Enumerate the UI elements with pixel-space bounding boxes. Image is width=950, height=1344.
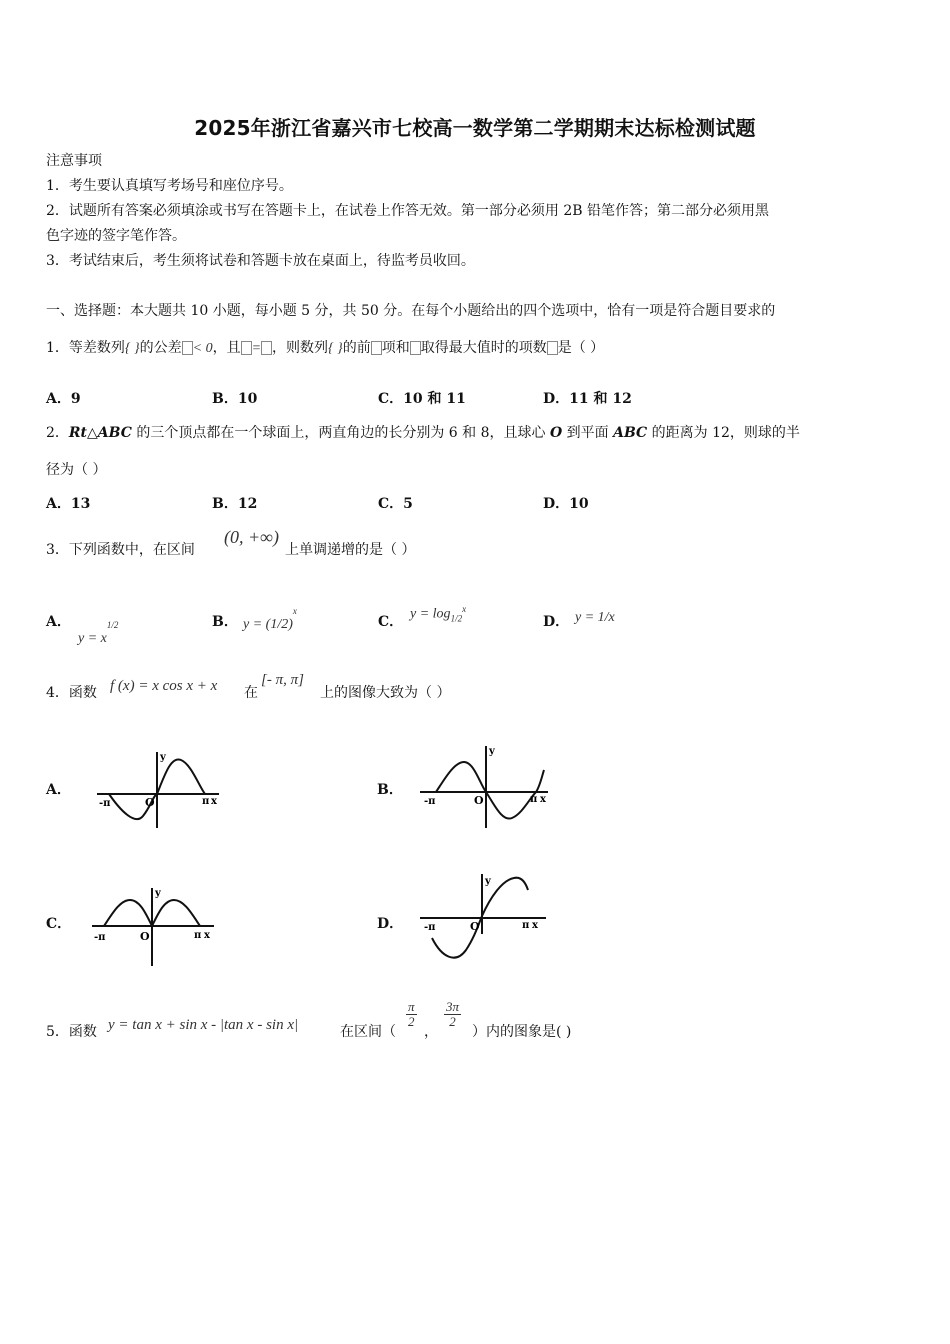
q4-graph-a <box>95 748 225 830</box>
q2-option-c: C．5 <box>378 496 413 512</box>
origin-label: O <box>145 796 155 809</box>
y-label: y <box>485 876 491 887</box>
q5-b-den: 2 <box>449 1014 456 1029</box>
q4-stem-1: 4．函数 <box>46 685 97 701</box>
q4-function: f (x) = x cos x + x <box>110 678 218 694</box>
q4-stem-3: 上的图像大致为（ ） <box>320 685 451 701</box>
q2-part: 的距离为 12，则球的半 <box>647 425 800 441</box>
q1-equal: = <box>251 341 262 356</box>
placeholder-box <box>547 341 558 355</box>
q3-c-arg: x <box>462 604 467 614</box>
x-label: x <box>540 794 546 805</box>
q5-b-num: 3π <box>446 999 460 1014</box>
q1-part: 项和 <box>381 340 410 356</box>
q1-option-d: D．11 和 12 <box>543 391 632 407</box>
q3-label-b: B． <box>212 614 238 630</box>
q2-center: O <box>549 425 563 441</box>
x-label: x <box>211 796 217 807</box>
notice-item-3: 3．考试结束后，考生须将试卷和答题卡放在桌面上，待监考员收回。 <box>46 253 475 269</box>
origin-label: O <box>470 920 480 933</box>
q4-graph-c <box>90 884 220 968</box>
notice-heading: 注意事项 <box>46 153 102 169</box>
q1-option-c: C．10 和 11 <box>378 391 466 407</box>
curve <box>436 762 544 819</box>
q3-interval: (0, +∞) <box>224 527 279 547</box>
q4-graph-b <box>418 742 553 830</box>
q3-option-b <box>243 606 297 633</box>
x-label: x <box>532 920 538 931</box>
y-label: y <box>160 752 166 763</box>
pi-label: π <box>202 796 210 807</box>
notice-item-2b: 色字迹的签字笔作答。 <box>46 228 186 244</box>
pi-label: π <box>530 794 538 805</box>
q3-option-c <box>410 604 466 623</box>
q3-b-exp: x <box>292 606 297 616</box>
q5-a-den: 2 <box>408 1014 415 1029</box>
q3-a-exp: 1/2 <box>106 620 119 630</box>
q3-c-log: y = log <box>410 606 451 622</box>
q3-b-base: y = (1/2) <box>243 617 293 632</box>
origin-label: O <box>474 794 484 807</box>
q1-part: ，则数列 <box>272 340 329 356</box>
q4-graph-d <box>418 868 553 968</box>
neg-pi-label: -π <box>424 922 436 933</box>
neg-pi-label: -π <box>424 796 436 807</box>
q3-label-c: C． <box>378 614 404 630</box>
question-2-line-2: 径为（ ） <box>46 462 107 478</box>
notice-item-2a: 2．试题所有答案必须填涂或书写在答题卡上，在试卷上作答无效。第一部分必须用 2B 铅笔作答；第二部分必须用黑 <box>46 203 769 219</box>
q1-seq-symbol: { } <box>124 341 140 356</box>
q1-part: 1．等差数列 <box>46 340 125 356</box>
section-heading: 一、选择题：本大题共 10 小题，每小题 5 分，共 50 分。在每个小题给出的四个选项中，恰有一项是符合题目要求的 <box>46 303 776 319</box>
q5-fraction-b <box>444 1000 461 1029</box>
q1-seq-symbol: { } <box>328 341 343 356</box>
q2-option-a: A．13 <box>46 496 91 512</box>
q1-d-condition: < 0 <box>192 341 213 356</box>
placeholder-box <box>241 341 252 355</box>
q4-stem-2: 在 <box>244 685 258 701</box>
q3-label-d: D． <box>543 614 570 630</box>
y-label: y <box>489 746 495 757</box>
placeholder-box <box>410 341 421 355</box>
q1-option-a: A．9 <box>46 391 81 407</box>
q2-option-b: B．12 <box>212 496 258 512</box>
question-1 <box>46 338 604 359</box>
q1-option-b: B．10 <box>212 391 258 407</box>
neg-pi-label: -π <box>99 798 111 809</box>
q5-stem-2: 在区间（ <box>340 1024 396 1040</box>
q3-a-base: y = x <box>78 631 107 646</box>
q3-option-d: y = 1/x <box>575 610 615 625</box>
y-label: y <box>155 888 161 899</box>
q2-plane: ABC <box>613 425 648 441</box>
q4-interval: [- π, π] <box>261 672 304 688</box>
q3-stem-2: 上单调递增的是（ ） <box>285 542 416 558</box>
q2-part: 的三个顶点都在一个球面上，两直角边的长分别为 6 和 8，且球心 <box>131 425 550 441</box>
q5-function: y = tan x + sin x - |tan x - sin x| <box>108 1017 299 1033</box>
neg-pi-label: -π <box>94 932 106 943</box>
q1-part: 取得最大值时的项数 <box>420 340 547 356</box>
pi-label: π <box>194 930 202 941</box>
q2-part: 到平面 <box>562 425 614 441</box>
q5-fraction-a <box>406 1000 417 1029</box>
q3-option-a <box>78 620 118 647</box>
q4-label-d: D． <box>377 916 404 932</box>
q3-label-a: A． <box>46 614 71 630</box>
q5-a-num: π <box>408 999 415 1014</box>
placeholder-box <box>182 341 193 355</box>
q5-stem-3: ）内的图象是( ) <box>472 1024 572 1040</box>
q4-label-b: B． <box>377 782 403 798</box>
notice-item-1: 1．考生要认真填写考场号和座位序号。 <box>46 178 293 194</box>
q1-part: 的公差 <box>139 340 182 356</box>
placeholder-box <box>371 341 382 355</box>
origin-label: O <box>140 930 150 943</box>
pi-label: π <box>522 920 530 931</box>
page-title: 2025年浙江省嘉兴市七校高一数学第二学期期末达标检测试题 <box>194 116 756 140</box>
q1-part: ，且 <box>212 340 241 356</box>
q1-part: 的前 <box>342 340 371 356</box>
q2-triangle: Rt△ABC <box>68 425 132 441</box>
q1-part: 是（ ） <box>557 340 605 356</box>
q2-part: 2． <box>46 425 69 441</box>
q4-label-c: C． <box>46 916 72 932</box>
placeholder-box <box>261 341 272 355</box>
q3-c-base: 1/2 <box>450 613 463 624</box>
q4-label-a: A． <box>46 782 71 798</box>
q2-option-d: D．10 <box>543 496 589 512</box>
q3-stem-1: 3．下列函数中，在区间 <box>46 542 195 558</box>
q5-comma: ， <box>424 1024 438 1040</box>
question-2-line-1 <box>46 423 800 443</box>
q5-stem-1: 5．函数 <box>46 1024 97 1040</box>
x-label: x <box>204 930 210 941</box>
